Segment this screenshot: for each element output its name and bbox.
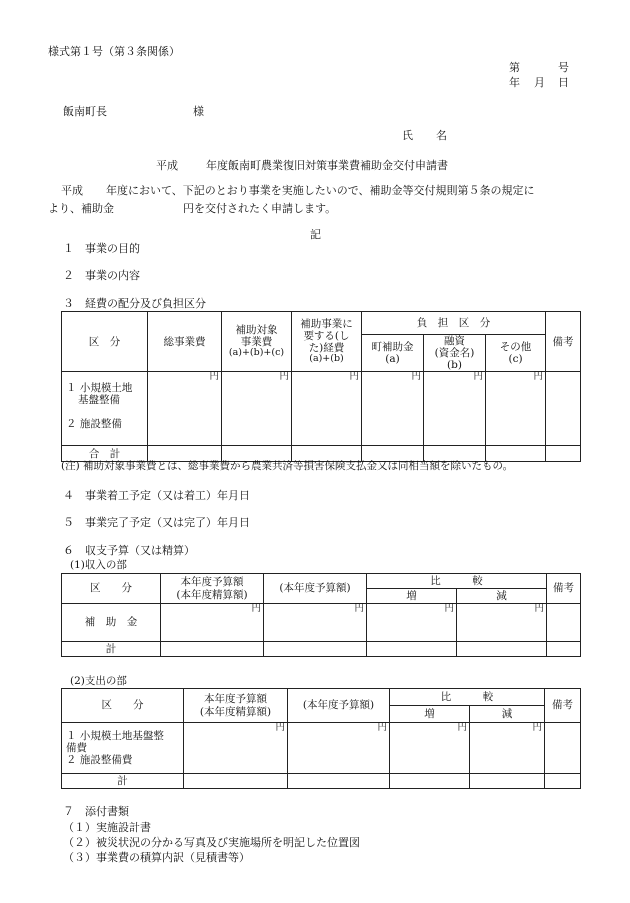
t1-row2: ２ 施設整備 (66, 418, 122, 431)
exp-header-prev: (本年度予算額) (288, 689, 390, 723)
attachment-3: （３）事業費の積算内訳（見積書等） (63, 851, 250, 864)
t1-other-l2: (c) (508, 353, 523, 366)
exp-header-kubun: 区 分 (62, 689, 184, 723)
exp-header-inc: 増 (390, 706, 470, 723)
inc-this-l1: 本年度予算額 (180, 576, 244, 589)
inc-cell-this: 円 (161, 604, 264, 642)
exp-cell-this: 円 (184, 723, 288, 774)
exp-this-l2: (本年度精算額) (199, 705, 272, 718)
inc-header-inc: 増 (367, 589, 457, 604)
doc-number-go: 号 (558, 61, 569, 74)
exp-header-remarks: 備考 (545, 689, 581, 723)
exp-total-c5 (545, 774, 581, 789)
date-month: 月 (534, 76, 545, 89)
exp-total-c1 (184, 774, 288, 789)
income-label: (1)収入の部 (70, 559, 127, 571)
t1-cell-loan: 円 (424, 372, 486, 446)
body-line1: 年度において、下記のとおり事業を実施したいので、補助金等交付規則第５条の規定に (106, 184, 535, 197)
t1-loan-l2: (資金名) (434, 347, 475, 360)
t1-header-remarks: 備考 (546, 312, 581, 372)
expense-label: (2)支出の部 (70, 675, 127, 687)
exp-cell-remarks (545, 723, 581, 774)
inc-cell-inc: 円 (367, 604, 457, 642)
t1-cell-other: 円 (486, 372, 546, 446)
t1-row1-b: 基盤整備 (78, 394, 120, 407)
section-2: ２ 事業の内容 (63, 269, 140, 282)
t1-cell-required: 円 (292, 372, 362, 446)
section-5: ５ 事業完了予定（又は完了）年月日 (63, 516, 250, 529)
body-era: 平成 (61, 184, 83, 197)
t1-town-l1: 町補助金 (371, 341, 414, 354)
t1-req-l4: (a)+(b) (309, 353, 344, 365)
t1-header-town (362, 335, 424, 372)
title-era: 平成 (156, 159, 178, 172)
addressee-honorific: 様 (193, 105, 204, 118)
t1-total-label: 合 計 (62, 446, 148, 462)
t1-row1-a: １ 小規模土地 (66, 382, 133, 395)
t1-target-l1: 補助対象 (235, 324, 278, 337)
t1-loan-l1: 融資 (444, 335, 465, 347)
body-line2-b: 円を交付されたく申請します。 (183, 202, 337, 215)
inc-cell-remarks (547, 604, 581, 642)
t1-other-l1: その他 (499, 341, 532, 354)
exp-header-dec: 減 (470, 706, 545, 723)
form-number: 様式第１号（第３条関係） (48, 45, 180, 58)
doc-number-dai: 第 (509, 61, 520, 74)
exp-header-compare: 比 較 (390, 689, 545, 706)
inc-total-c3 (367, 642, 457, 657)
t1-req-l2: 要する(し (303, 330, 350, 343)
t1-header-burden: 負 担 区 分 (362, 312, 546, 335)
inc-header-kubun: 区 分 (62, 574, 161, 604)
t1-req-l1: 補助事業に (300, 318, 353, 331)
inc-total-c5 (547, 642, 581, 657)
t1-cell-town: 円 (362, 372, 424, 446)
exp-total-label: 計 (62, 774, 184, 789)
addressee-name: 飯南町長 (63, 105, 107, 118)
inc-header-this (161, 574, 264, 604)
exp-row1-b: 備費 (66, 741, 87, 754)
t1-target-l2: 事業費 (240, 336, 273, 349)
t1-header-kubun: 区 分 (62, 312, 148, 372)
t1-header-other (486, 335, 546, 372)
exp-cell-dec: 円 (470, 723, 545, 774)
table1-note: (注) 補助対象事業費とは、総事業費から農業共済等損害保険支払金又は同相当額を除いたもの。 (61, 460, 514, 472)
expense-table (61, 688, 581, 789)
t1-req-l3: た)経費 (308, 342, 345, 355)
t1-loan-l3: (b) (447, 359, 462, 372)
inc-this-l2: (本年度精算額) (176, 588, 248, 601)
exp-header-this (184, 689, 288, 723)
t1-header-target (222, 312, 292, 372)
document-title: 年度飯南町農業復旧対策事業費補助金交付申請書 (206, 159, 448, 172)
section-1: １ 事業の目的 (63, 242, 140, 255)
section-3: ３ 経費の配分及び負担区分 (63, 297, 206, 310)
exp-cell-prev: 円 (288, 723, 390, 774)
attachment-2: （２）被災状況の分かる写真及び実施場所を明記した位置図 (63, 836, 360, 849)
t1-header-loan (424, 335, 486, 372)
inc-header-prev: (本年度予算額) (264, 574, 367, 604)
inc-cell-prev: 円 (264, 604, 367, 642)
exp-row1-a: １ 小規模土地基盤整 (66, 729, 164, 742)
inc-header-dec: 減 (457, 589, 547, 604)
t1-row-labels (62, 372, 148, 446)
exp-cell-inc: 円 (390, 723, 470, 774)
inc-header-compare: 比 較 (367, 574, 547, 589)
attachment-1: （１）実施設計書 (63, 821, 151, 834)
date-day: 日 (558, 76, 569, 89)
section-6: ６ 収支予算（又は精算） (63, 544, 195, 557)
t1-cell-target: 円 (222, 372, 292, 446)
section-7: ７ 添付書類 (63, 805, 129, 818)
t1-header-required (292, 312, 362, 372)
t1-target-l3: (a)+(b)+(c) (228, 347, 285, 359)
exp-total-c4 (470, 774, 545, 789)
section-4: ４ 事業着工予定（又は着工）年月日 (63, 489, 250, 502)
t1-cell-total: 円 (148, 372, 222, 446)
inc-header-remarks: 備考 (547, 574, 581, 604)
t1-total-c7 (546, 446, 581, 462)
applicant-mei: 名 (436, 129, 447, 142)
t1-cell-remarks (546, 372, 581, 446)
t1-town-l2: (a) (385, 353, 400, 366)
body-line2-a: より、補助金 (48, 202, 114, 215)
inc-total-c2 (264, 642, 367, 657)
inc-cell-dec: 円 (457, 604, 547, 642)
ki-heading: 記 (310, 228, 321, 241)
applicant-shi: 氏 (402, 129, 413, 142)
inc-row-subsidy: 補 助 金 (62, 604, 161, 642)
exp-total-c3 (390, 774, 470, 789)
exp-this-l1: 本年度予算額 (204, 693, 267, 706)
exp-row2: ２ 施設整備費 (66, 754, 133, 767)
expense-allocation-table (61, 311, 581, 462)
t1-header-total: 総事業費 (148, 312, 222, 372)
date-year: 年 (509, 76, 520, 89)
income-table (61, 573, 581, 657)
exp-row-labels (62, 723, 184, 774)
inc-total-label: 計 (62, 642, 161, 657)
exp-total-c2 (288, 774, 390, 789)
inc-total-c1 (161, 642, 264, 657)
inc-total-c4 (457, 642, 547, 657)
